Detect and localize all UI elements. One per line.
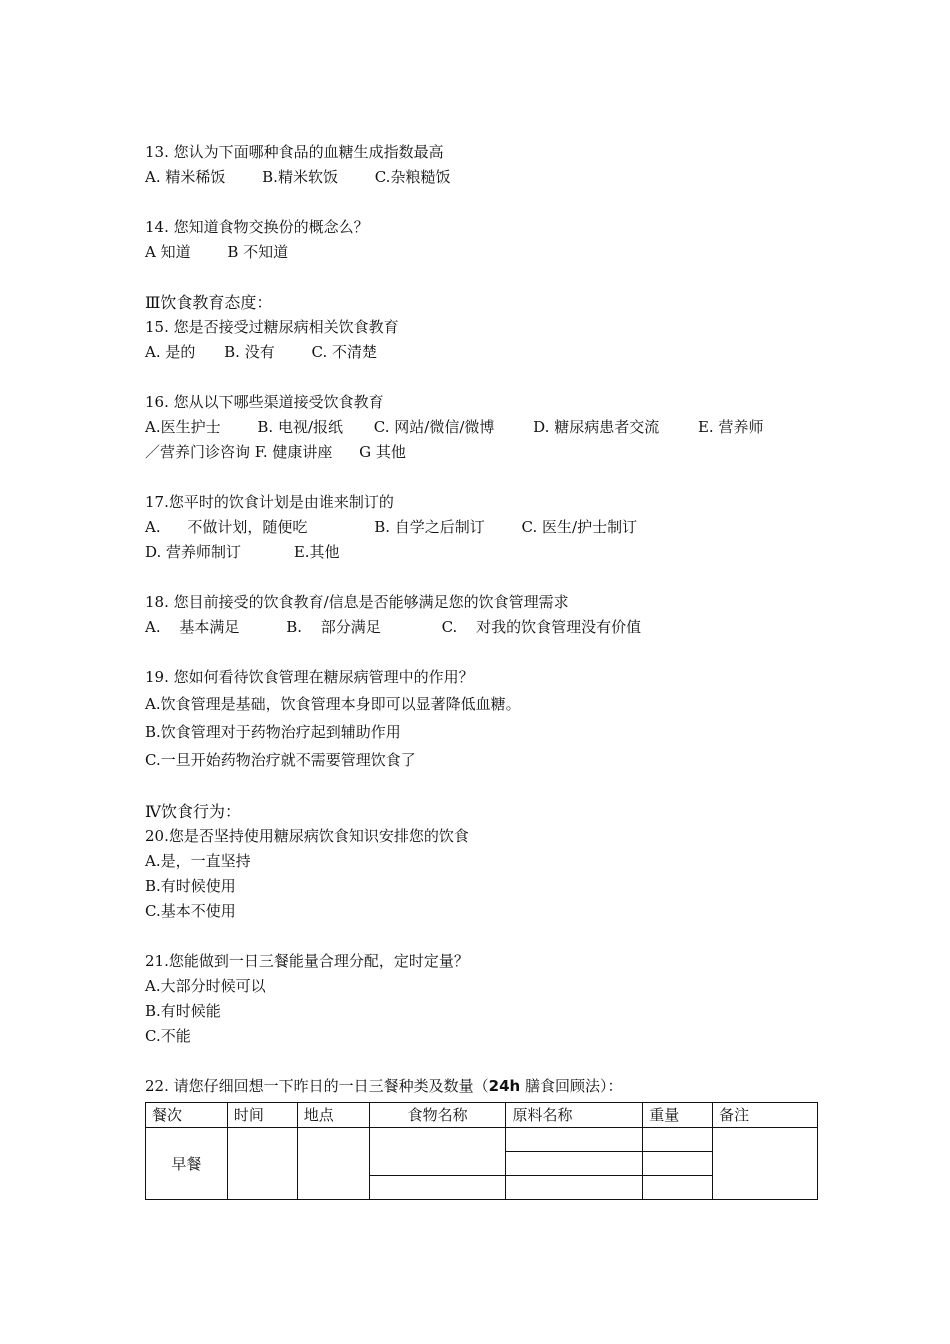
q16-option-e-f: ／营养门诊咨询 F. 健康讲座: [145, 443, 333, 461]
table-row: [146, 1128, 818, 1152]
table-header-row: [146, 1103, 818, 1128]
q16-option-a: A.医生护士: [145, 418, 221, 436]
header-place: 地点: [297, 1103, 369, 1128]
q16-option-g: G 其他: [359, 443, 406, 461]
q16-question: 16. 您从以下哪些渠道接受饮食教育: [145, 393, 384, 411]
cell-ingredient-3[interactable]: [506, 1176, 643, 1200]
q17-question: 17.您平时的饮食计划是由谁来制订的: [145, 493, 394, 511]
questionnaire-page: [145, 140, 817, 1099]
q17-options-line2: [145, 540, 817, 565]
header-weight: 重量: [643, 1103, 713, 1128]
q19-question: 19. 您如何看待饮食管理在糖尿病管理中的作用？: [145, 668, 474, 686]
q14-option-a: A 知道: [145, 243, 191, 261]
header-meal: 餐次: [146, 1103, 228, 1128]
q15-option-c: C. 不清楚: [311, 343, 377, 361]
q21-question: 21.您能做到一日三餐能量合理分配，定时定量？: [145, 952, 469, 970]
q17-option-a-letter: A.: [145, 518, 161, 536]
q13-question: 13. 您认为下面哪种食品的血糖生成指数最高: [145, 143, 444, 161]
cell-ingredient-2[interactable]: [506, 1152, 643, 1176]
q15-options: [145, 340, 817, 365]
q21-option-c: C.不能: [145, 1027, 191, 1045]
cell-weight-2[interactable]: [643, 1152, 713, 1176]
q17-option-e: E.其他: [293, 543, 340, 561]
q15-option-b: B. 没有: [224, 343, 275, 361]
q13-options: [145, 165, 817, 190]
q17-option-a: 不做计划，随便吃: [187, 518, 308, 536]
q22-question-suffix: 膳食回顾法）：: [520, 1077, 623, 1095]
q13-option-a: A. 精米稀饭: [145, 168, 226, 186]
cell-time[interactable]: [227, 1128, 297, 1200]
q16-option-b: B. 电视/报纸: [257, 418, 344, 436]
q18-options: [145, 615, 817, 640]
q15-question: 15. 您是否接受过糖尿病相关饮食教育: [145, 318, 399, 336]
cell-food-name-2[interactable]: [369, 1176, 506, 1200]
q20-option-b: B.有时候使用: [145, 877, 236, 895]
q20-option-a: A.是，一直坚持: [145, 852, 251, 870]
cell-weight-1[interactable]: [643, 1128, 713, 1152]
q16-options-line1: [145, 415, 817, 440]
q14-question: 14. 您知道食物交换份的概念么？: [145, 218, 369, 236]
q16-options-line2: [145, 440, 817, 465]
q19-option-a: A.饮食管理是基础，饮食管理本身即可以显著降低血糖。: [145, 695, 521, 713]
q14-options: [145, 240, 817, 265]
q18-option-b: 部分满足: [320, 618, 381, 636]
q19-option-b: B.饮食管理对于药物治疗起到辅助作用: [145, 723, 401, 741]
q17-option-b: B. 自学之后制订: [374, 518, 485, 536]
cell-notes[interactable]: [713, 1128, 818, 1200]
header-time: 时间: [227, 1103, 297, 1128]
q21-option-b: B.有时候能: [145, 1002, 221, 1020]
q20-option-c: C.基本不使用: [145, 902, 236, 920]
header-food-name: 食物名称: [369, 1103, 506, 1128]
q20-question: 20.您是否坚持使用糖尿病饮食知识安排您的饮食: [145, 827, 469, 845]
q21-option-a: A.大部分时候可以: [145, 977, 266, 995]
header-ingredient: 原料名称: [506, 1103, 643, 1128]
cell-weight-3[interactable]: [643, 1176, 713, 1200]
cell-place[interactable]: [297, 1128, 369, 1200]
q18-option-c: 对我的饮食管理没有价值: [476, 618, 642, 636]
section-heading-3: Ⅲ饮食教育态度：: [145, 293, 273, 312]
q13-option-c: C.杂粮糙饭: [374, 168, 451, 186]
row-label-breakfast: 早餐: [146, 1128, 228, 1200]
cell-food-name-1[interactable]: [369, 1128, 506, 1176]
q22-question-bold: 24h: [488, 1077, 521, 1095]
q14-option-b: B 不知道: [227, 243, 289, 261]
meal-record-table: [145, 1102, 818, 1200]
q18-question: 18. 您目前接受的饮食教育/信息是否能够满足您的饮食管理需求: [145, 593, 569, 611]
cell-ingredient-1[interactable]: [506, 1128, 643, 1152]
q16-option-c: C. 网站/微信/微博: [373, 418, 495, 436]
q18-option-a: 基本满足: [179, 618, 240, 636]
section-heading-4: Ⅳ饮食行为：: [145, 802, 241, 821]
q18-option-a-letter: A.: [145, 618, 161, 636]
q13-option-b: B.精米软饭: [262, 168, 338, 186]
q17-option-c: C. 医生/护士制订: [521, 518, 638, 536]
q22-question: [145, 1074, 817, 1099]
q18-option-b-letter: B.: [286, 618, 302, 636]
q18-option-c-letter: C.: [441, 618, 458, 636]
q22-question-prefix: 22. 请您仔细回想一下昨日的一日三餐种类及数量（: [145, 1077, 489, 1095]
q17-options-line1: [145, 515, 817, 540]
q15-option-a: A. 是的: [145, 343, 196, 361]
q16-option-d: D. 糖尿病患者交流: [533, 418, 660, 436]
header-notes: 备注: [713, 1103, 818, 1128]
q17-option-d: D. 营养师制订: [145, 543, 242, 561]
q19-option-c: C.一旦开始药物治疗就不需要管理饮食了: [145, 751, 416, 769]
q16-option-e: E. 营养师: [697, 418, 764, 436]
